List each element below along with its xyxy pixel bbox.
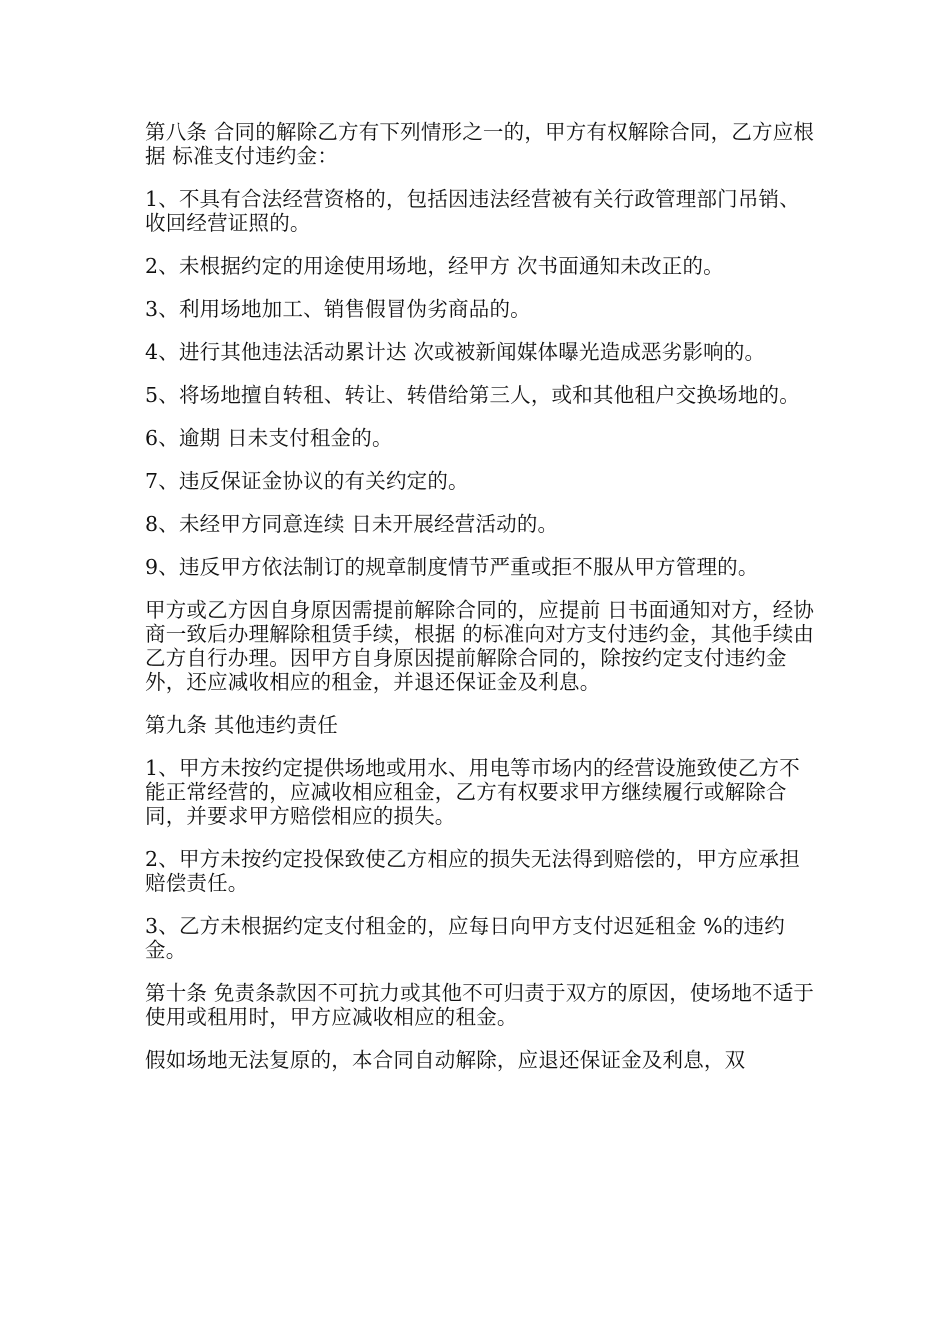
- article-8-item-7: 7、违反保证金协议的有关约定的。: [145, 469, 469, 493]
- article-8-item-3: 3、利用场地加工、销售假冒伪劣商品的。: [145, 297, 531, 321]
- article-9-item-2: 2、甲方未按约定投保致使乙方相应的损失无法得到赔偿的，甲方应承担赔偿责任。: [145, 847, 800, 895]
- article-9-item-1: 1、甲方未按约定提供场地或用水、用电等市场内的经营设施致使乙方不能正常经营的，应减收相应租金，乙方有权要求甲方继续履行或解除合同，并要求甲方赔偿相应的损失。: [145, 756, 800, 828]
- early-termination-paragraph: 甲方或乙方因自身原因需提前解除合同的，应提前 日书面通知对方，经协商一致后办理解除租赁手续，根据 的标准向对方支付违约金，其他手续由乙方自行办理。因甲方自身原因提前解除合同的，除按约定支付违约金外，还应减收相应的租金，并退还保证金及利息。: [145, 598, 815, 694]
- article-10-heading: 第十条 免责条款因不可抗力或其他不可归责于双方的原因，使场地不适于使用或租用时，甲方应减收相应的租金。: [145, 981, 815, 1029]
- article-8-item-1: 1、不具有合法经营资格的，包括因违法经营被有关行政管理部门吊销、收回经营证照的。: [145, 187, 800, 235]
- article-9-heading: 第九条 其他违约责任: [145, 713, 339, 737]
- article-8-item-6: 6、逾期 日未支付租金的。: [145, 426, 393, 450]
- article-8-item-2: 2、未根据约定的用途使用场地，经甲方 次书面通知未改正的。: [145, 254, 724, 278]
- document-body: [145, 120, 815, 1091]
- article-8-item-4: 4、进行其他违法活动累计达 次或被新闻媒体曝光造成恶劣影响的。: [145, 340, 766, 364]
- article-9-item-3: 3、乙方未根据约定支付租金的，应每日向甲方支付迟延租金 %的违约金。: [145, 914, 785, 962]
- article-8-item-5: 5、将场地擅自转租、转让、转借给第三人，或和其他租户交换场地的。: [145, 383, 800, 407]
- article-10-continuation: 假如场地无法复原的，本合同自动解除，应退还保证金及利息，双: [145, 1048, 746, 1072]
- article-8-heading: 第八条 合同的解除乙方有下列情形之一的，甲方有权解除合同，乙方应根据 标准支付违约金：: [145, 120, 815, 168]
- article-8-item-8: 8、未经甲方同意连续 日未开展经营活动的。: [145, 512, 559, 536]
- article-8-item-9: 9、违反甲方依法制订的规章制度情节严重或拒不服从甲方管理的。: [145, 555, 759, 579]
